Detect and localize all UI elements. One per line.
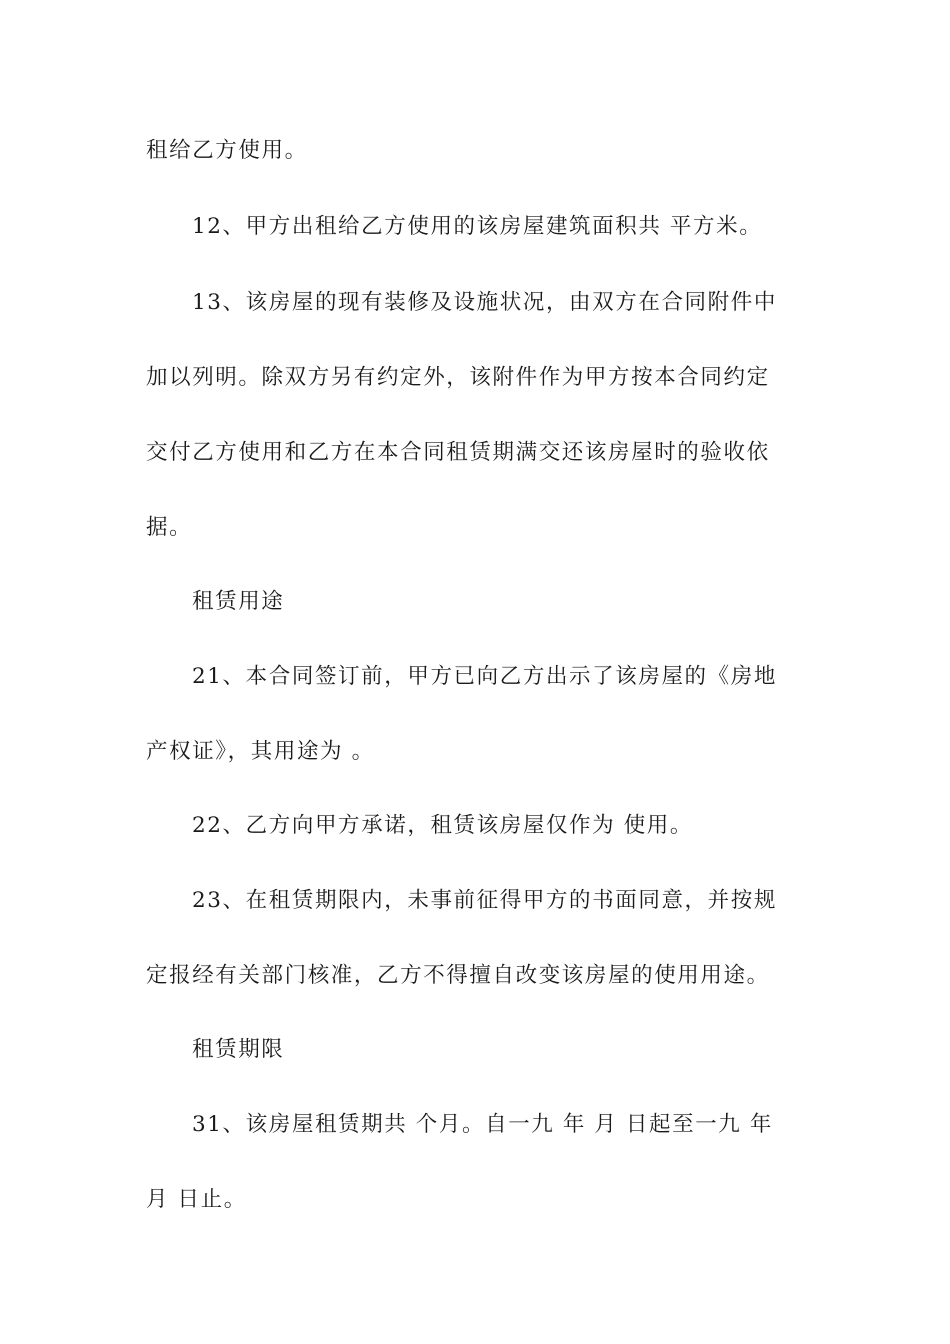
text-line: 产权证》，其用途为 。 — [146, 739, 375, 764]
text-line: 月 日止。 — [146, 1187, 247, 1212]
text-line: 租给乙方使用。 — [146, 138, 308, 163]
section-heading-term: 租赁期限 — [192, 1037, 285, 1062]
text-line: 加以列明。除双方另有约定外，该附件作为甲方按本合同约定 — [146, 365, 770, 390]
clause-22: 22、乙方向甲方承诺，租赁该房屋仅作为 使用。 — [192, 813, 693, 838]
text-line: 交付乙方使用和乙方在本合同租赁期满交还该房屋时的验收依 — [146, 440, 770, 465]
clause-12: 12、甲方出租给乙方使用的该房屋建筑面积共 平方米。 — [192, 214, 763, 239]
section-heading-usage: 租赁用途 — [192, 589, 285, 614]
clause-21: 21、本合同签订前，甲方已向乙方出示了该房屋的《房地 — [192, 664, 777, 689]
text-line: 据。 — [146, 515, 193, 540]
clause-31: 31、该房屋租赁期共 个月。自一九 年 月 日起至一九 年 — [192, 1112, 773, 1137]
clause-13: 13、该房屋的现有装修及设施状况，由双方在合同附件中 — [192, 290, 777, 315]
text-line: 定报经有关部门核准，乙方不得擅自改变该房屋的使用用途。 — [146, 963, 770, 988]
clause-23: 23、在租赁期限内，未事前征得甲方的书面同意，并按规 — [192, 888, 777, 913]
